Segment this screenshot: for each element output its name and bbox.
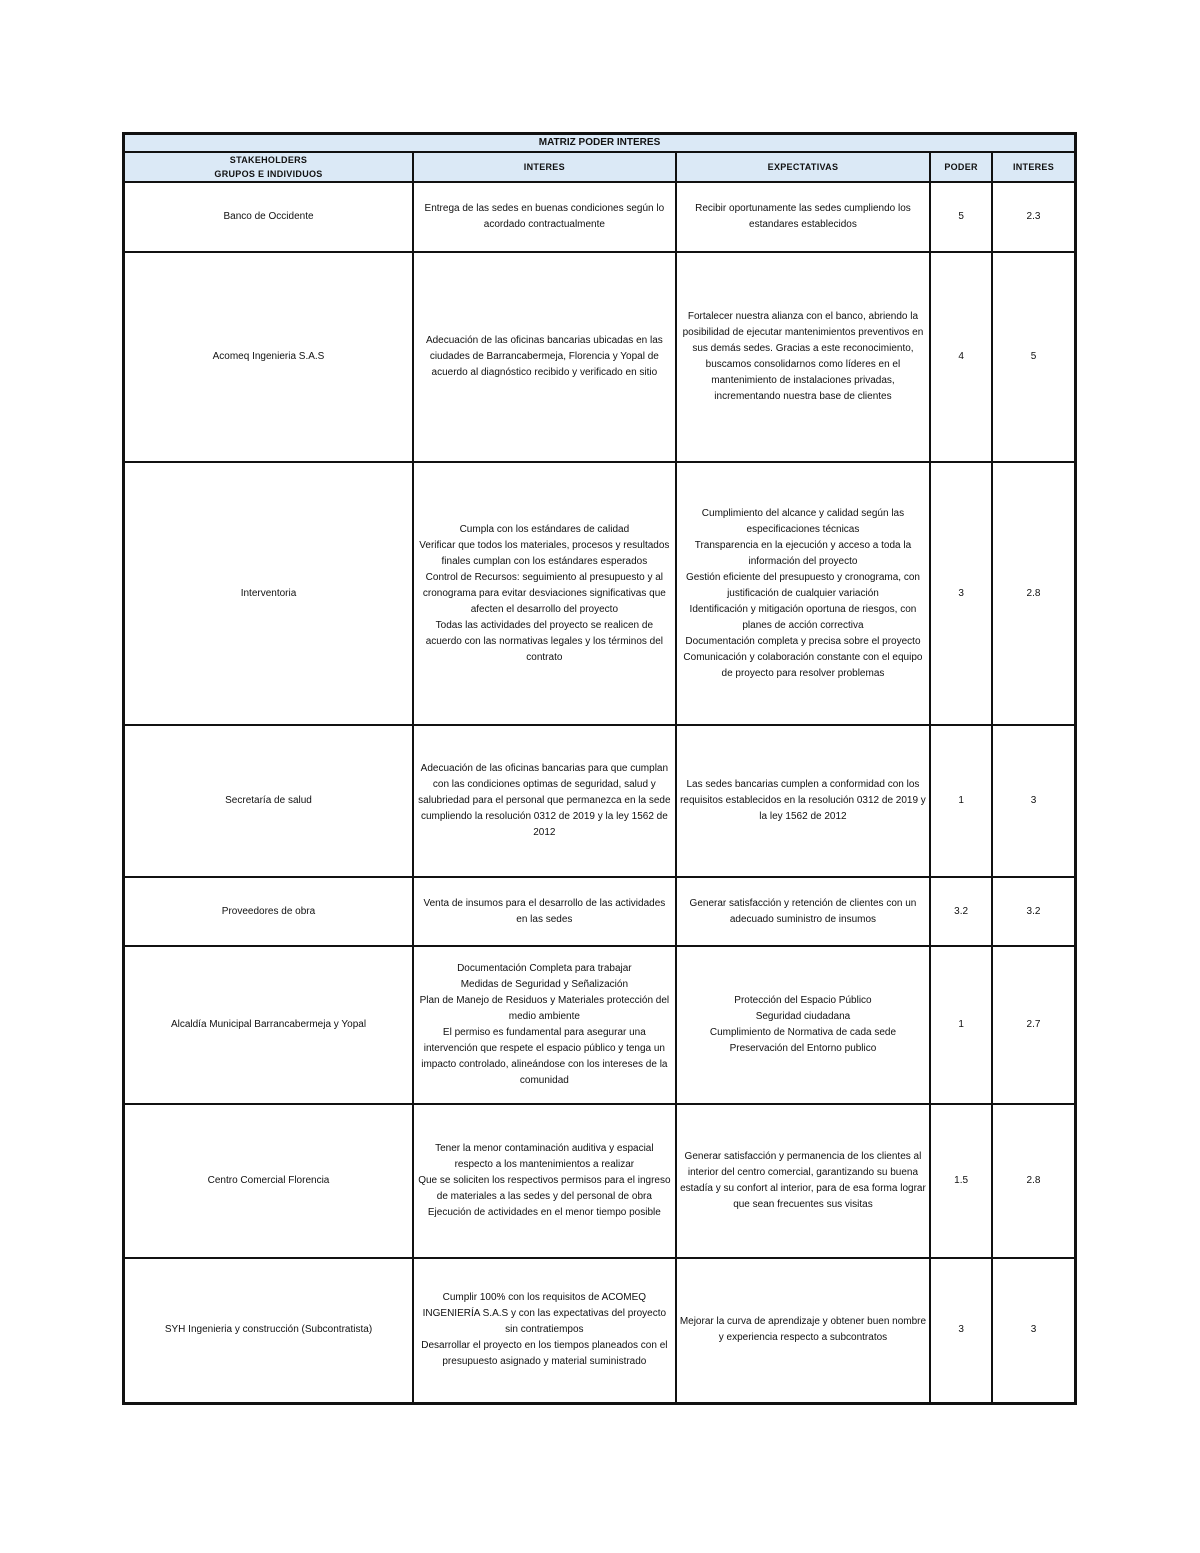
table-row [124,462,1076,725]
table-title: MATRIZ PODER INTERES [124,134,1076,153]
interes-cell: Documentación Completa para trabajar Medidas de Seguridad y Señalización Plan de Manejo de Residuos y Materiales protección del medio ambiente El permiso es fundamental para asegurar una intervención que respete el espacio público y tenga un impacto controlado, alineándose con los intereses de la comunidad [413,946,676,1104]
header-interes-score: INTERES [992,152,1076,182]
expectativas-cell: Generar satisfacción y retención de clientes con un adecuado suministro de insumos [676,877,930,946]
interes-cell: Adecuación de las oficinas bancarias ubicadas en las ciudades de Barrancabermeja, Florencia y Yopal de acuerdo al diagnóstico recibido y verificado en sitio [413,252,676,462]
table-row [124,1258,1076,1403]
stakeholder-cell: Proveedores de obra [124,877,414,946]
header-poder: PODER [930,152,992,182]
interes-score-cell: 5 [992,252,1076,462]
poder-cell: 3.2 [930,877,992,946]
interes-score-cell: 3.2 [992,877,1076,946]
stakeholder-cell: Acomeq Ingenieria S.A.S [124,252,414,462]
interes-score-cell: 2.8 [992,1104,1076,1258]
expectativas-cell: Protección del Espacio Público Seguridad ciudadana Cumplimiento de Normativa de cada sede Preservación del Entorno publico [676,946,930,1104]
header-expectativas: EXPECTATIVAS [676,152,930,182]
poder-cell: 1 [930,946,992,1104]
interes-score-cell: 2.7 [992,946,1076,1104]
interes-cell: Entrega de las sedes en buenas condiciones según lo acordado contractualmente [413,182,676,252]
interes-score-cell: 3 [992,725,1076,877]
interes-cell: Venta de insumos para el desarrollo de las actividades en las sedes [413,877,676,946]
stakeholder-cell: SYH Ingenieria y construcción (Subcontratista) [124,1258,414,1403]
expectativas-cell: Fortalecer nuestra alianza con el banco, abriendo la posibilidad de ejecutar mantenimientos preventivos en sus demás sedes. Gracias a este reconocimiento, buscamos consolidarnos como líderes en el mantenimiento de instalaciones privadas, incrementando nuestra base de clientes [676,252,930,462]
title-row [124,134,1076,153]
stakeholder-cell: Alcaldía Municipal Barrancabermeja y Yopal [124,946,414,1104]
interes-cell: Adecuación de las oficinas bancarias para que cumplan con las condiciones optimas de seguridad, salud y salubriedad para el personal que permanezca en la sede cumpliendo la resolución 0312 de 2019 y la ley 1562 de 2012 [413,725,676,877]
expectativas-cell: Cumplimiento del alcance y calidad según las especificaciones técnicas Transparencia en la ejecución y acceso a toda la información del proyecto Gestión eficiente del presupuesto y cronograma, con justificación de cualquier variación Identificación y mitigación oportuna de riesgos, con planes de acción correctiva Documentación completa y precisa sobre el proyecto Comunicación y colaboración constante con el equipo de proyecto para resolver problemas [676,462,930,725]
stakeholder-cell: Secretaría de salud [124,725,414,877]
table-row [124,182,1076,252]
expectativas-cell: Las sedes bancarias cumplen a conformidad con los requisitos establecidos en la resolución 0312 de 2019 y la ley 1562 de 2012 [676,725,930,877]
stakeholder-cell: Interventoria [124,462,414,725]
interes-score-cell: 3 [992,1258,1076,1403]
table-row [124,1104,1076,1258]
expectativas-cell: Generar satisfacción y permanencia de los clientes al interior del centro comercial, garantizando su buena estadía y su confort al interior, para de esa forma lograr que sean frecuentes sus visitas [676,1104,930,1258]
table-row [124,946,1076,1104]
poder-cell: 1.5 [930,1104,992,1258]
header-stakeholders: STAKEHOLDERS GRUPOS E INDIVIDUOS [124,152,414,182]
interes-score-cell: 2.8 [992,462,1076,725]
interes-cell: Tener la menor contaminación auditiva y espacial respecto a los mantenimientos a realizar Que se soliciten los respectivos permisos para el ingreso de materiales a las sedes y del personal de obra Ejecución de actividades en el menor tiempo posible [413,1104,676,1258]
stakeholder-cell: Banco de Occidente [124,182,414,252]
poder-cell: 3 [930,1258,992,1403]
table-row [124,725,1076,877]
interes-cell: Cumplir 100% con los requisitos de ACOMEQ INGENIERÍA S.A.S y con las expectativas del proyecto sin contratiempos Desarrollar el proyecto en los tiempos planeados con el presupuesto asignado y material suministrado [413,1258,676,1403]
header-interes: INTERES [413,152,676,182]
poder-cell: 4 [930,252,992,462]
poder-cell: 3 [930,462,992,725]
expectativas-cell: Mejorar la curva de aprendizaje y obtener buen nombre y experiencia respecto a subcontratos [676,1258,930,1403]
table-row [124,252,1076,462]
poder-cell: 1 [930,725,992,877]
stakeholder-cell: Centro Comercial Florencia [124,1104,414,1258]
power-interest-matrix [122,132,1077,1405]
header-row [124,152,1076,182]
interes-cell: Cumpla con los estándares de calidad Verificar que todos los materiales, procesos y resultados finales cumplan con los estándares esperados Control de Recursos: seguimiento al presupuesto y al cronograma para evitar desviaciones significativas que afecten el desarrollo del proyecto Todas las actividades del proyecto se realicen de acuerdo con las normativas legales y los términos del contrato [413,462,676,725]
expectativas-cell: Recibir oportunamente las sedes cumpliendo los estandares establecidos [676,182,930,252]
table-row [124,877,1076,946]
interes-score-cell: 2.3 [992,182,1076,252]
poder-cell: 5 [930,182,992,252]
